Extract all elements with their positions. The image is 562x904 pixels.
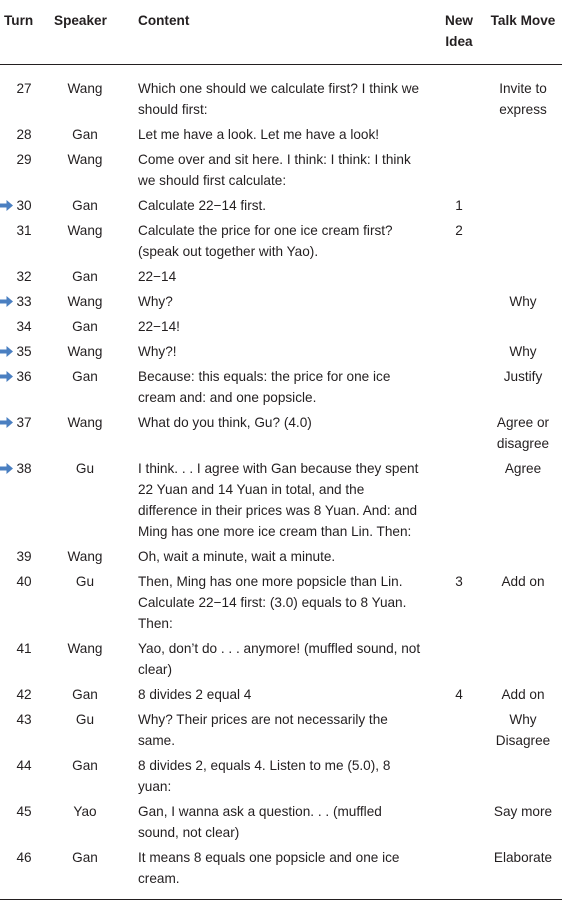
- cell-content: 22−14!: [138, 319, 180, 334]
- cell-turn: [0, 340, 48, 365]
- arrow-right-icon: [0, 296, 13, 307]
- turn-label: 28: [16, 127, 32, 142]
- turn-number: [16, 684, 31, 705]
- cell-talk-move: [484, 123, 562, 148]
- cell-turn: [0, 148, 48, 194]
- header-talk-move: Talk Move: [490, 13, 556, 28]
- turn-number: [16, 291, 31, 312]
- turn-label: 32: [16, 269, 32, 284]
- turn-label: 42: [16, 687, 32, 702]
- cell-new-idea: [434, 637, 484, 683]
- turn-label: 27: [16, 81, 32, 96]
- cell-new-idea: [434, 123, 484, 148]
- cell-turn: [0, 265, 48, 290]
- cell-speaker: Gu: [75, 461, 95, 476]
- cell-speaker: Gu: [75, 574, 95, 589]
- cell-turn: [0, 65, 48, 124]
- turn-number: [16, 266, 31, 287]
- turn-label: 39: [16, 549, 32, 564]
- cell-new-idea: [434, 457, 484, 545]
- cell-new-idea: 3: [455, 574, 463, 589]
- cell-content: Come over and sit here. I think: I think: I think we should first calculate:: [138, 152, 411, 188]
- cell-turn: [0, 800, 48, 846]
- cell-content: It means 8 equals one popsicle and one ice cream.: [138, 850, 400, 886]
- cell-speaker: Gu: [75, 712, 95, 727]
- cell-content: Let me have a look. Let me have a look!: [138, 127, 380, 142]
- cell-new-idea: [434, 265, 484, 290]
- table-row: [0, 457, 562, 545]
- turn-label: 31: [16, 223, 32, 238]
- arrow-right-icon: [0, 346, 13, 357]
- cell-turn: [0, 457, 48, 545]
- cell-speaker: Gan: [72, 369, 98, 384]
- cell-talk-move: Why: [509, 344, 537, 359]
- table-row: [0, 265, 562, 290]
- table-row: [0, 545, 562, 570]
- cell-content: Calculate the price for one ice cream first? (speak out together with Yao).: [138, 223, 393, 259]
- cell-content: 8 divides 2 equal 4: [138, 687, 252, 702]
- table-row: [0, 683, 562, 708]
- cell-talk-move: [484, 265, 562, 290]
- cell-content: Calculate 22−14 first.: [138, 198, 267, 213]
- cell-speaker: Wang: [67, 81, 103, 96]
- cell-talk-move: Add on: [501, 687, 545, 702]
- cell-talk-move: Agree or disagree: [496, 415, 550, 451]
- cell-turn: [0, 637, 48, 683]
- cell-content: Oh, wait a minute, wait a minute.: [138, 549, 336, 564]
- cell-speaker: Gan: [72, 758, 98, 773]
- cell-content: Why? Their prices are not necessarily the same.: [138, 712, 388, 748]
- cell-new-idea: 4: [455, 687, 463, 702]
- turn-label: 44: [16, 758, 32, 773]
- cell-talk-move: [484, 637, 562, 683]
- turn-number: [16, 801, 31, 822]
- arrow-right-icon: [0, 200, 13, 211]
- cell-speaker: Wang: [67, 641, 103, 656]
- cell-content: Why?: [138, 294, 173, 309]
- turn-number: [16, 709, 31, 730]
- cell-speaker: Gan: [72, 127, 98, 142]
- cell-new-idea: [434, 800, 484, 846]
- header-turn: Turn: [4, 13, 34, 28]
- table-row: [0, 846, 562, 900]
- cell-new-idea: [434, 545, 484, 570]
- cell-talk-move: Say more: [493, 804, 553, 819]
- cell-talk-move: [484, 545, 562, 570]
- turn-number: [16, 149, 31, 170]
- cell-talk-move: [484, 315, 562, 340]
- cell-new-idea: [434, 365, 484, 411]
- turn-label: 33: [16, 294, 32, 309]
- table-row: [0, 708, 562, 754]
- cell-speaker: Wang: [67, 549, 103, 564]
- cell-speaker: Gan: [72, 319, 98, 334]
- cell-talk-move: [484, 148, 562, 194]
- turn-label: 41: [16, 641, 32, 656]
- turn-number: [16, 124, 31, 145]
- cell-talk-move: Invite to express: [499, 81, 547, 117]
- turn-label: 29: [16, 152, 32, 167]
- cell-turn: [0, 219, 48, 265]
- cell-new-idea: [434, 290, 484, 315]
- turn-number: [16, 366, 31, 387]
- cell-talk-move: Justify: [503, 369, 543, 384]
- cell-talk-move: [484, 754, 562, 800]
- table-row: [0, 365, 562, 411]
- turn-number: [16, 316, 31, 337]
- turn-number: [16, 341, 31, 362]
- header-speaker: Speaker: [54, 13, 107, 28]
- cell-speaker: Wang: [67, 415, 103, 430]
- turn-number: [16, 638, 31, 659]
- table-row: [0, 65, 562, 124]
- cell-content: What do you think, Gu? (4.0): [138, 415, 312, 430]
- cell-new-idea: 1: [455, 198, 463, 213]
- cell-talk-move: Add on: [501, 574, 545, 589]
- table-body: [0, 65, 562, 900]
- cell-new-idea: [434, 65, 484, 124]
- cell-content: Yao, don’t do . . . anymore! (muffled sound, not clear): [138, 641, 421, 677]
- table-header: [0, 0, 562, 65]
- cell-talk-move: Elaborate: [493, 850, 553, 865]
- table-row: [0, 411, 562, 457]
- cell-new-idea: [434, 708, 484, 754]
- turn-label: 30: [16, 198, 32, 213]
- table-row: [0, 340, 562, 365]
- cell-speaker: Wang: [67, 294, 103, 309]
- table-row: [0, 219, 562, 265]
- arrow-right-icon: [0, 417, 13, 428]
- turn-number: [16, 571, 31, 592]
- cell-new-idea: [434, 754, 484, 800]
- header-content: Content: [138, 13, 190, 28]
- cell-new-idea: [434, 340, 484, 365]
- header-row: [0, 0, 562, 65]
- turn-label: 35: [16, 344, 32, 359]
- cell-content: Which one should we calculate first? I think we should first:: [138, 81, 420, 117]
- cell-turn: [0, 123, 48, 148]
- cell-turn: [0, 545, 48, 570]
- cell-turn: [0, 754, 48, 800]
- cell-turn: [0, 683, 48, 708]
- cell-content: 22−14: [138, 269, 177, 284]
- table-row: [0, 148, 562, 194]
- cell-speaker: Wang: [67, 223, 103, 238]
- cell-turn: [0, 365, 48, 411]
- turn-label: 36: [16, 369, 32, 384]
- table-row: [0, 315, 562, 340]
- cell-talk-move: Why Disagree: [495, 712, 551, 748]
- turn-number: [16, 220, 31, 241]
- cell-speaker: Gan: [72, 850, 98, 865]
- turn-number: [16, 755, 31, 776]
- cell-content: Why?!: [138, 344, 177, 359]
- cell-content: Gan, I wanna ask a question. . . (muffled sound, not clear): [138, 804, 382, 840]
- header-new-idea: New Idea: [445, 13, 473, 49]
- cell-speaker: Gan: [72, 687, 98, 702]
- turn-number: [16, 412, 31, 433]
- arrow-right-icon: [0, 371, 13, 382]
- turn-label: 45: [16, 804, 32, 819]
- table-row: [0, 194, 562, 219]
- cell-speaker: Yao: [73, 804, 97, 819]
- cell-speaker: Gan: [72, 198, 98, 213]
- cell-content: 8 divides 2, equals 4. Listen to me (5.0), 8 yuan:: [138, 758, 391, 794]
- cell-turn: [0, 194, 48, 219]
- turn-label: 46: [16, 850, 32, 865]
- cell-new-idea: [434, 846, 484, 900]
- table-row: [0, 800, 562, 846]
- cell-turn: [0, 570, 48, 637]
- arrow-right-icon: [0, 463, 13, 474]
- cell-content: Because: this equals: the price for one ice cream and: and one popsicle.: [138, 369, 391, 405]
- cell-new-idea: [434, 315, 484, 340]
- turn-label: 34: [16, 319, 32, 334]
- cell-new-idea: 2: [455, 223, 463, 238]
- cell-talk-move: [484, 194, 562, 219]
- table-row: [0, 290, 562, 315]
- cell-content: Then, Ming has one more popsicle than Lin. Calculate 22−14 first: (3.0) equals to 8 Yuan. Then:: [138, 574, 407, 631]
- cell-content: I think. . . I agree with Gan because they spent 22 Yuan and 14 Yuan in total, and the difference in their prices was 8 Yuan. And: and Ming has one more ice cream than Lin. Then:: [138, 461, 419, 539]
- turn-number: [16, 458, 31, 479]
- turn-label: 38: [16, 461, 32, 476]
- cell-turn: [0, 846, 48, 900]
- table-row: [0, 754, 562, 800]
- cell-speaker: Gan: [72, 269, 98, 284]
- turn-number: [16, 847, 31, 868]
- cell-turn: [0, 315, 48, 340]
- cell-turn: [0, 290, 48, 315]
- turn-label: 43: [16, 712, 32, 727]
- turn-label: 40: [16, 574, 32, 589]
- turn-number: [16, 195, 31, 216]
- cell-talk-move: Why: [509, 294, 537, 309]
- turn-label: 37: [16, 415, 32, 430]
- cell-new-idea: [434, 148, 484, 194]
- cell-new-idea: [434, 411, 484, 457]
- turn-number: [16, 546, 31, 567]
- cell-talk-move: Agree: [504, 461, 542, 476]
- cell-talk-move: [484, 219, 562, 265]
- turn-number: [16, 78, 31, 99]
- cell-speaker: Wang: [67, 152, 103, 167]
- table-row: [0, 570, 562, 637]
- table-row: [0, 123, 562, 148]
- cell-turn: [0, 411, 48, 457]
- cell-speaker: Wang: [67, 344, 103, 359]
- table-row: [0, 637, 562, 683]
- cell-turn: [0, 708, 48, 754]
